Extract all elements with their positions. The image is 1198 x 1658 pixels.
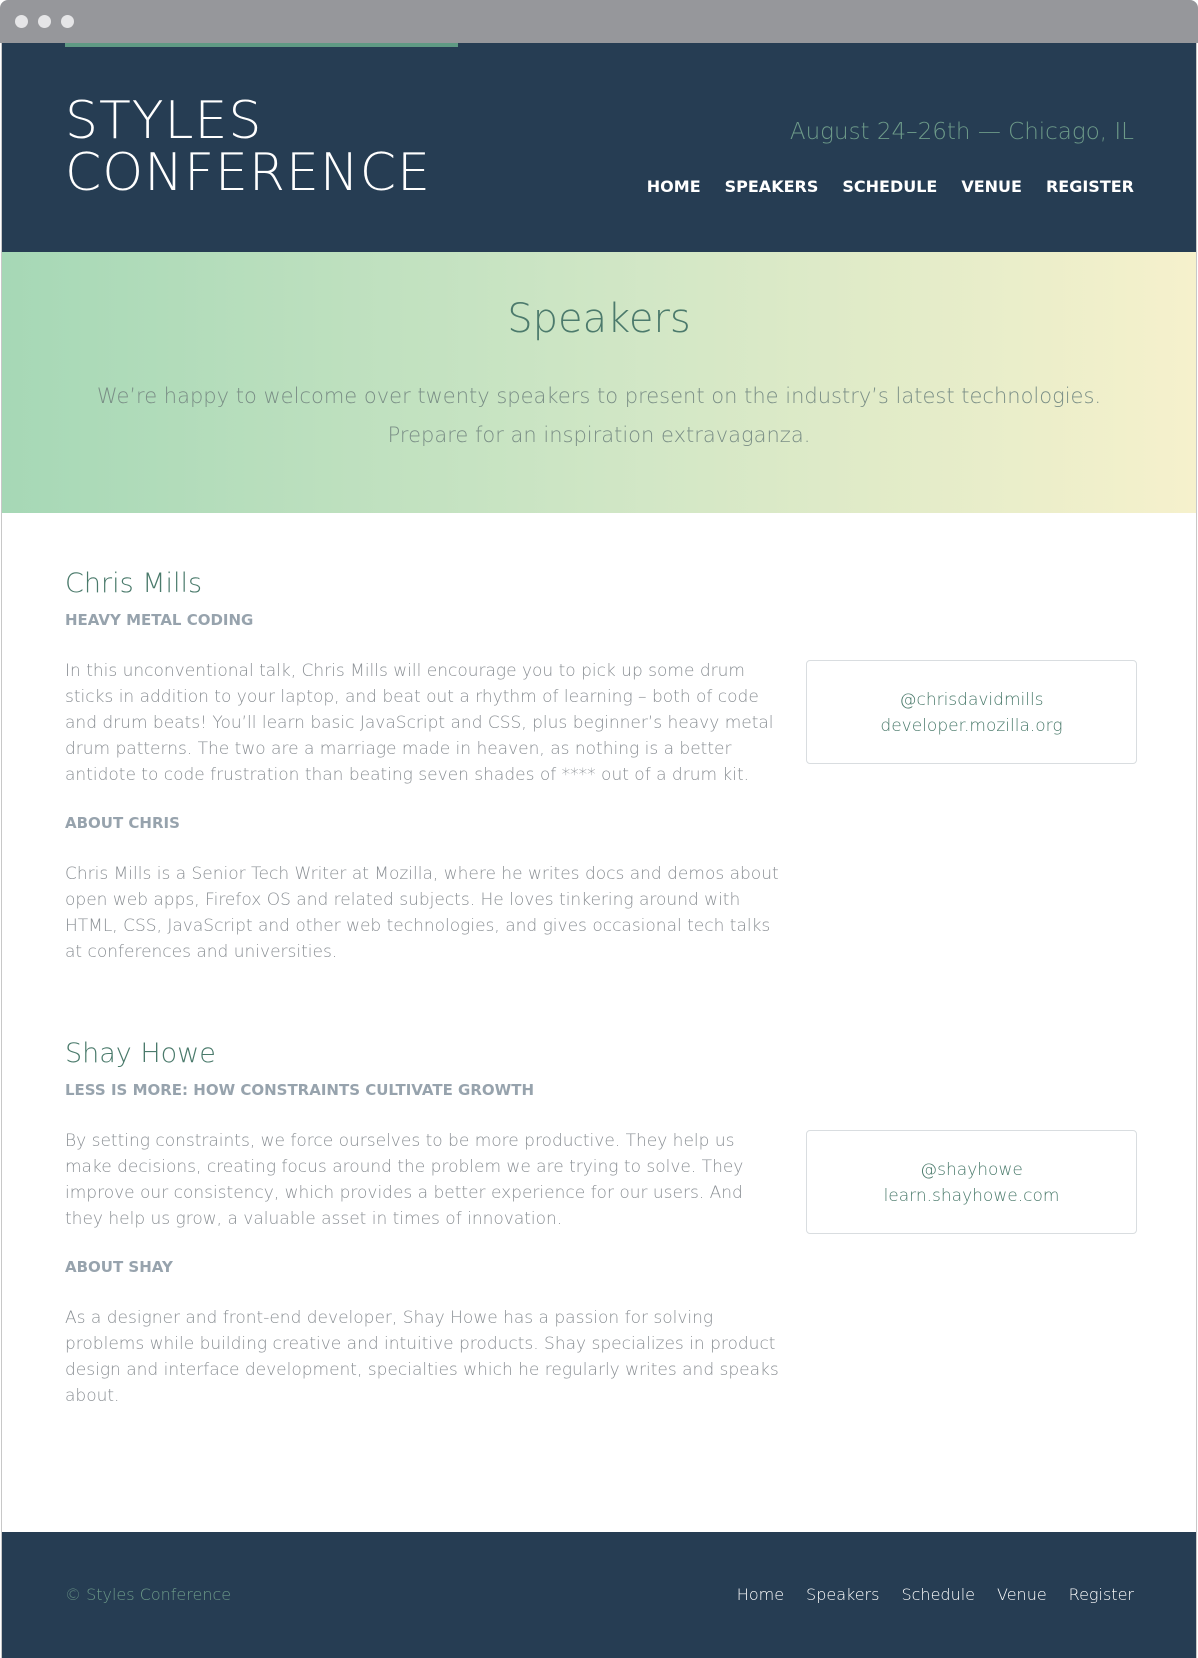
hero-banner: [2, 252, 1196, 513]
speaker-section-chris-mills: [65, 568, 1137, 988]
talk-title: HEAVY METAL CODING: [65, 611, 254, 629]
hero-lead-line-2: Prepare for an inspiration extravaganza.: [387, 423, 811, 447]
hero-lead-line-1: We’re happy to welcome over twenty speakers to present on the industry’s latest technologies.: [96, 384, 1102, 408]
speaker-bio: Chris Mills is a Senior Tech Writer at Mozilla, where he writes docs and demos about open web apps, Firefox OS and related subjects. He loves tinkering around with HTML, CSS, JavaScript and other web technologies, and gives occasional tech talks at conferences and universities.: [65, 864, 779, 962]
footer-nav: [737, 1585, 1134, 1604]
speaker-bio: As a designer and front-end developer, Shay Howe has a passion for solving problems while building creative and intuitive products. Shay specializes in product design and interface development, specialties which he regularly writes and speaks about.: [65, 1308, 779, 1406]
window-minimize-dot-icon[interactable]: [38, 15, 51, 28]
about-heading: ABOUT CHRIS: [65, 814, 180, 832]
logo-line-styles: STYLES: [65, 91, 263, 151]
site-logo[interactable]: [65, 91, 431, 203]
browser-titlebar: [0, 0, 1198, 43]
twitter-link[interactable]: @shayhowe: [920, 1160, 1023, 1180]
speaker-links-card: [806, 660, 1137, 764]
speaker-name: Chris Mills: [65, 568, 203, 599]
website-link[interactable]: developer.mozilla.org: [880, 716, 1063, 736]
event-date-location: August 24–26th — Chicago, IL: [789, 119, 1134, 145]
talk-abstract: By setting constraints, we force ourselves to be more productive. They help us make decisions, creating focus around the problem we are trying to solve. They improve our consistency, which provides a better experience for our users. And they help us grow, a valuable asset in times of innovation.: [65, 1131, 744, 1229]
footer-nav-register[interactable]: Register: [1068, 1585, 1134, 1604]
speaker-section-shay-howe: [65, 1038, 1137, 1438]
window-close-dot-icon[interactable]: [15, 15, 28, 28]
page-title: Speakers: [507, 296, 691, 342]
twitter-link[interactable]: @chrisdavidmills: [899, 690, 1044, 710]
copyright: © Styles Conference: [65, 1585, 232, 1604]
site-footer: [2, 1532, 1196, 1658]
speaker-content: [65, 1128, 780, 1409]
footer-nav-speakers[interactable]: Speakers: [806, 1585, 880, 1604]
primary-nav: [647, 177, 1134, 196]
talk-abstract: In this unconventional talk, Chris Mills will encourage you to pick up some drum sticks in addition to your laptop, and beat out a rhythm of learning – both of code and drum beats! You’ll learn basic JavaScript and CSS, plus beginner’s heavy metal drum patterns. The two are a marriage made in heaven, as nothing is a better antidote to code frustration than beating seven shades of **** out of a drum kit.: [65, 661, 774, 785]
footer-nav-schedule[interactable]: Schedule: [901, 1585, 975, 1604]
nav-home[interactable]: HOME: [646, 177, 701, 196]
nav-venue[interactable]: VENUE: [961, 177, 1022, 196]
window-maximize-dot-icon[interactable]: [61, 15, 74, 28]
hero-lead: [82, 377, 1116, 455]
nav-register[interactable]: REGISTER: [1045, 177, 1134, 196]
logo-line-conference: CONFERENCE: [65, 143, 431, 203]
website-link[interactable]: learn.shayhowe.com: [883, 1186, 1060, 1206]
footer-nav-home[interactable]: Home: [736, 1585, 785, 1604]
nav-schedule[interactable]: SCHEDULE: [842, 177, 938, 196]
about-heading: ABOUT SHAY: [65, 1258, 173, 1276]
speaker-content: [65, 658, 780, 965]
page: [1, 43, 1197, 1658]
speaker-name: Shay Howe: [65, 1038, 216, 1069]
nav-speakers[interactable]: SPEAKERS: [724, 177, 819, 196]
footer-nav-venue[interactable]: Venue: [997, 1585, 1047, 1604]
talk-title: LESS IS MORE: HOW CONSTRAINTS CULTIVATE GROWTH: [65, 1081, 534, 1099]
header-accent-bar: [65, 43, 458, 47]
speaker-links-card: [806, 1130, 1137, 1234]
site-header: [2, 43, 1196, 252]
